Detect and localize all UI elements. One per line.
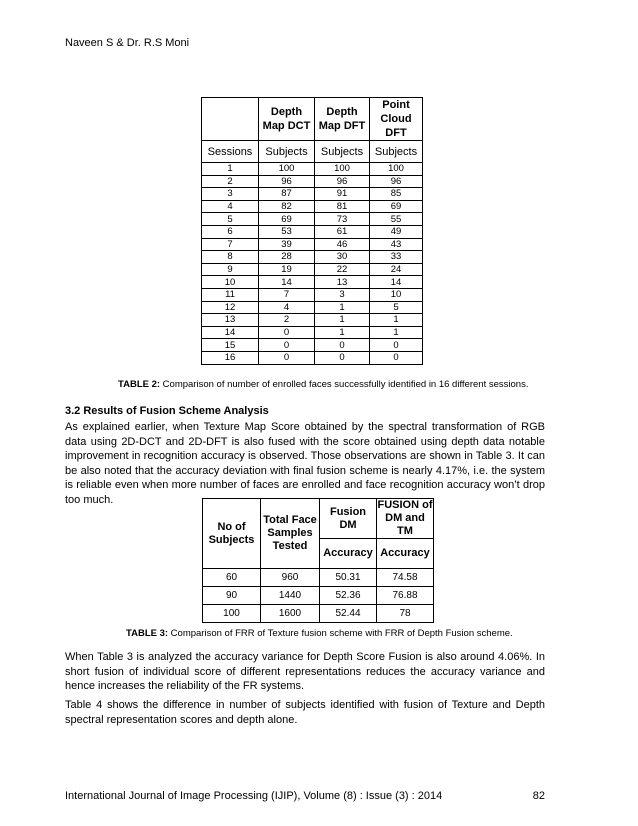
table-2-cell: 69 — [259, 213, 315, 226]
table-3-caption-text: Comparison of FRR of Texture fusion scheme with FRR of Depth Fusion scheme. — [168, 628, 513, 639]
table-2-header-cell: Depth Map DCT — [259, 98, 315, 141]
table-2-row — [202, 301, 423, 314]
table-2-cell: 1 — [370, 326, 423, 339]
table-2-cell: 43 — [370, 238, 423, 251]
table-2-row — [202, 163, 423, 176]
page-number: 82 — [532, 790, 545, 802]
table-2-cell: 4 — [202, 200, 259, 213]
table-2-subheader-cell: Subjects — [259, 141, 315, 163]
table-2-row — [202, 200, 423, 213]
table-3-row — [203, 605, 434, 623]
table-2-header-cell: Depth Map DFT — [315, 98, 370, 141]
table-2-body — [202, 163, 423, 365]
table-2 — [201, 97, 423, 365]
table-2-cell: 1 — [315, 314, 370, 327]
table-3-cell: 52.44 — [320, 605, 377, 623]
table-2-cell: 61 — [315, 225, 370, 238]
table-3-cell: 90 — [203, 587, 261, 605]
table-2-subheader-cell: Subjects — [370, 141, 423, 163]
table-2-cell: 8 — [202, 251, 259, 264]
table-3-caption-label: TABLE 3: — [126, 628, 169, 639]
table-2-cell: 13 — [202, 314, 259, 327]
table-2-cell: 100 — [259, 163, 315, 176]
table-2-cell: 85 — [370, 188, 423, 201]
section-heading: 3.2 Results of Fusion Scheme Analysis — [65, 405, 269, 417]
table-2-cell: 0 — [259, 339, 315, 352]
table-2-cell: 13 — [315, 276, 370, 289]
table-2-row — [202, 251, 423, 264]
table-2-cell: 53 — [259, 225, 315, 238]
table-3-cell: 1440 — [261, 587, 320, 605]
table-2-cell: 87 — [259, 188, 315, 201]
table-2-cell: 7 — [259, 288, 315, 301]
table-2-cell: 11 — [202, 288, 259, 301]
table-2-cell: 100 — [315, 163, 370, 176]
table-2-cell: 0 — [370, 351, 423, 364]
table-2-row — [202, 339, 423, 352]
table-3-row — [203, 569, 434, 587]
table-3-header-fusion-dm-tm: FUSION of DM and TM — [377, 499, 433, 537]
table-3-cell: 960 — [261, 569, 320, 587]
paragraph-3: Table 4 shows the difference in number of subjects identified with fusion of Texture and Depth spectral representation scores and depth alone. — [65, 699, 545, 726]
table-2-cell: 96 — [315, 175, 370, 188]
table-2-caption-label: TABLE 2: — [118, 379, 161, 390]
table-2-cell: 0 — [315, 351, 370, 364]
table-3 — [202, 498, 434, 623]
table-2-cell: 100 — [370, 163, 423, 176]
table-2-cell: 14 — [370, 276, 423, 289]
table-2-cell: 24 — [370, 263, 423, 276]
table-2-cell: 96 — [259, 175, 315, 188]
table-2-cell: 14 — [202, 326, 259, 339]
table-2-cell: 0 — [259, 326, 315, 339]
table-2-cell: 6 — [202, 225, 259, 238]
table-2-cell: 9 — [202, 263, 259, 276]
table-3-cell: 76.88 — [377, 587, 434, 605]
paragraph-2: When Table 3 is analyzed the accuracy variance for Depth Score Fusion is also around 4.06%. In short fusion of individual score of different representations reduces the accuracy variance and hence increases the reliability of the FR systems. — [65, 651, 545, 692]
table-2-row — [202, 213, 423, 226]
table-2-row — [202, 326, 423, 339]
table-2-cell: 91 — [315, 188, 370, 201]
table-3-header-row — [203, 499, 434, 539]
table-2-row — [202, 351, 423, 364]
page-footer — [65, 790, 545, 802]
table-2-cell: 96 — [370, 175, 423, 188]
table-2-cell: 46 — [315, 238, 370, 251]
table-3-cell: 78 — [377, 605, 434, 623]
table-2-cell: 33 — [370, 251, 423, 264]
table-2-cell: 2 — [259, 314, 315, 327]
table-2-cell: 5 — [202, 213, 259, 226]
table-3-cell: 50.31 — [320, 569, 377, 587]
table-2-cell: 0 — [259, 351, 315, 364]
table-3-cell: 52.36 — [320, 587, 377, 605]
table-3-header-accuracy: Accuracy — [320, 539, 377, 569]
table-2-cell: 0 — [315, 339, 370, 352]
table-2-cell: 5 — [370, 301, 423, 314]
table-2-row — [202, 314, 423, 327]
table-2-row — [202, 276, 423, 289]
table-2-cell: 3 — [315, 288, 370, 301]
table-2-cell: 1 — [315, 326, 370, 339]
table-2-caption — [118, 379, 528, 390]
table-2-cell: 14 — [259, 276, 315, 289]
table-2-cell: 81 — [315, 200, 370, 213]
table-2-cell: 19 — [259, 263, 315, 276]
paragraph-1: As explained earlier, when Texture Map Score obtained by the spectral transformation of RGB data using 2D-DCT and 2D-DFT is also fused with the score obtained using depth data notable improvement in recognition accuracy is observed. Those observations are shown in Table 3. It can be also noted that the accuracy deviation with final fusion scheme is nearly 4.17%, i.e. the system is reliable even when more number of faces are enrolled and face recognition accuracy won’t drop too much. — [65, 421, 545, 506]
table-3-header-accuracy: Accuracy — [377, 539, 434, 569]
table-2-row — [202, 288, 423, 301]
table-2-cell: 28 — [259, 251, 315, 264]
table-2-subheader-cell: Subjects — [315, 141, 370, 163]
table-2-subheader-row — [202, 141, 423, 163]
table-2-header-cell — [202, 98, 259, 141]
table-3-caption — [126, 628, 513, 639]
table-2-row — [202, 175, 423, 188]
table-2-cell: 1 — [202, 163, 259, 176]
table-3-header-samples: Total Face Samples Tested — [261, 499, 320, 569]
table-2-cell: 39 — [259, 238, 315, 251]
table-2-row — [202, 188, 423, 201]
table-2-cell: 30 — [315, 251, 370, 264]
table-2-header-cell: Point Cloud DFT — [370, 98, 423, 141]
table-3-header-fusion-dm: Fusion DM — [320, 499, 377, 539]
table-3-cell: 100 — [203, 605, 261, 623]
table-2-cell: 1 — [370, 314, 423, 327]
table-2-caption-text: Comparison of number of enrolled faces successfully identified in 16 different sessions. — [160, 379, 529, 390]
table-2-cell: 7 — [202, 238, 259, 251]
table-2-subheader-cell: Sessions — [202, 141, 259, 163]
table-3-cell: 1600 — [261, 605, 320, 623]
table-2-row — [202, 263, 423, 276]
table-3-header-subjects: No of Subjects — [203, 499, 261, 569]
table-2-cell: 22 — [315, 263, 370, 276]
footer-journal: International Journal of Image Processing (IJIP), Volume (8) : Issue (3) : 2014 — [65, 790, 443, 802]
table-2-cell: 10 — [202, 276, 259, 289]
table-3-body — [203, 569, 434, 623]
table-2-cell: 10 — [370, 288, 423, 301]
table-2-cell: 3 — [202, 188, 259, 201]
table-2-cell: 49 — [370, 225, 423, 238]
table-2-cell: 55 — [370, 213, 423, 226]
table-3-cell: 74.58 — [377, 569, 434, 587]
table-2-cell: 0 — [370, 339, 423, 352]
table-2-row — [202, 225, 423, 238]
table-2-cell: 12 — [202, 301, 259, 314]
table-2-header-row — [202, 98, 423, 141]
table-2-row — [202, 238, 423, 251]
table-2-cell: 69 — [370, 200, 423, 213]
running-header: Naveen S & Dr. R.S Moni — [65, 37, 190, 49]
table-2-cell: 82 — [259, 200, 315, 213]
table-3-cell: 60 — [203, 569, 261, 587]
table-2-cell: 73 — [315, 213, 370, 226]
table-2-cell: 1 — [315, 301, 370, 314]
table-2-cell: 2 — [202, 175, 259, 188]
table-2-cell: 16 — [202, 351, 259, 364]
table-2-cell: 4 — [259, 301, 315, 314]
table-3-row — [203, 587, 434, 605]
table-2-cell: 15 — [202, 339, 259, 352]
